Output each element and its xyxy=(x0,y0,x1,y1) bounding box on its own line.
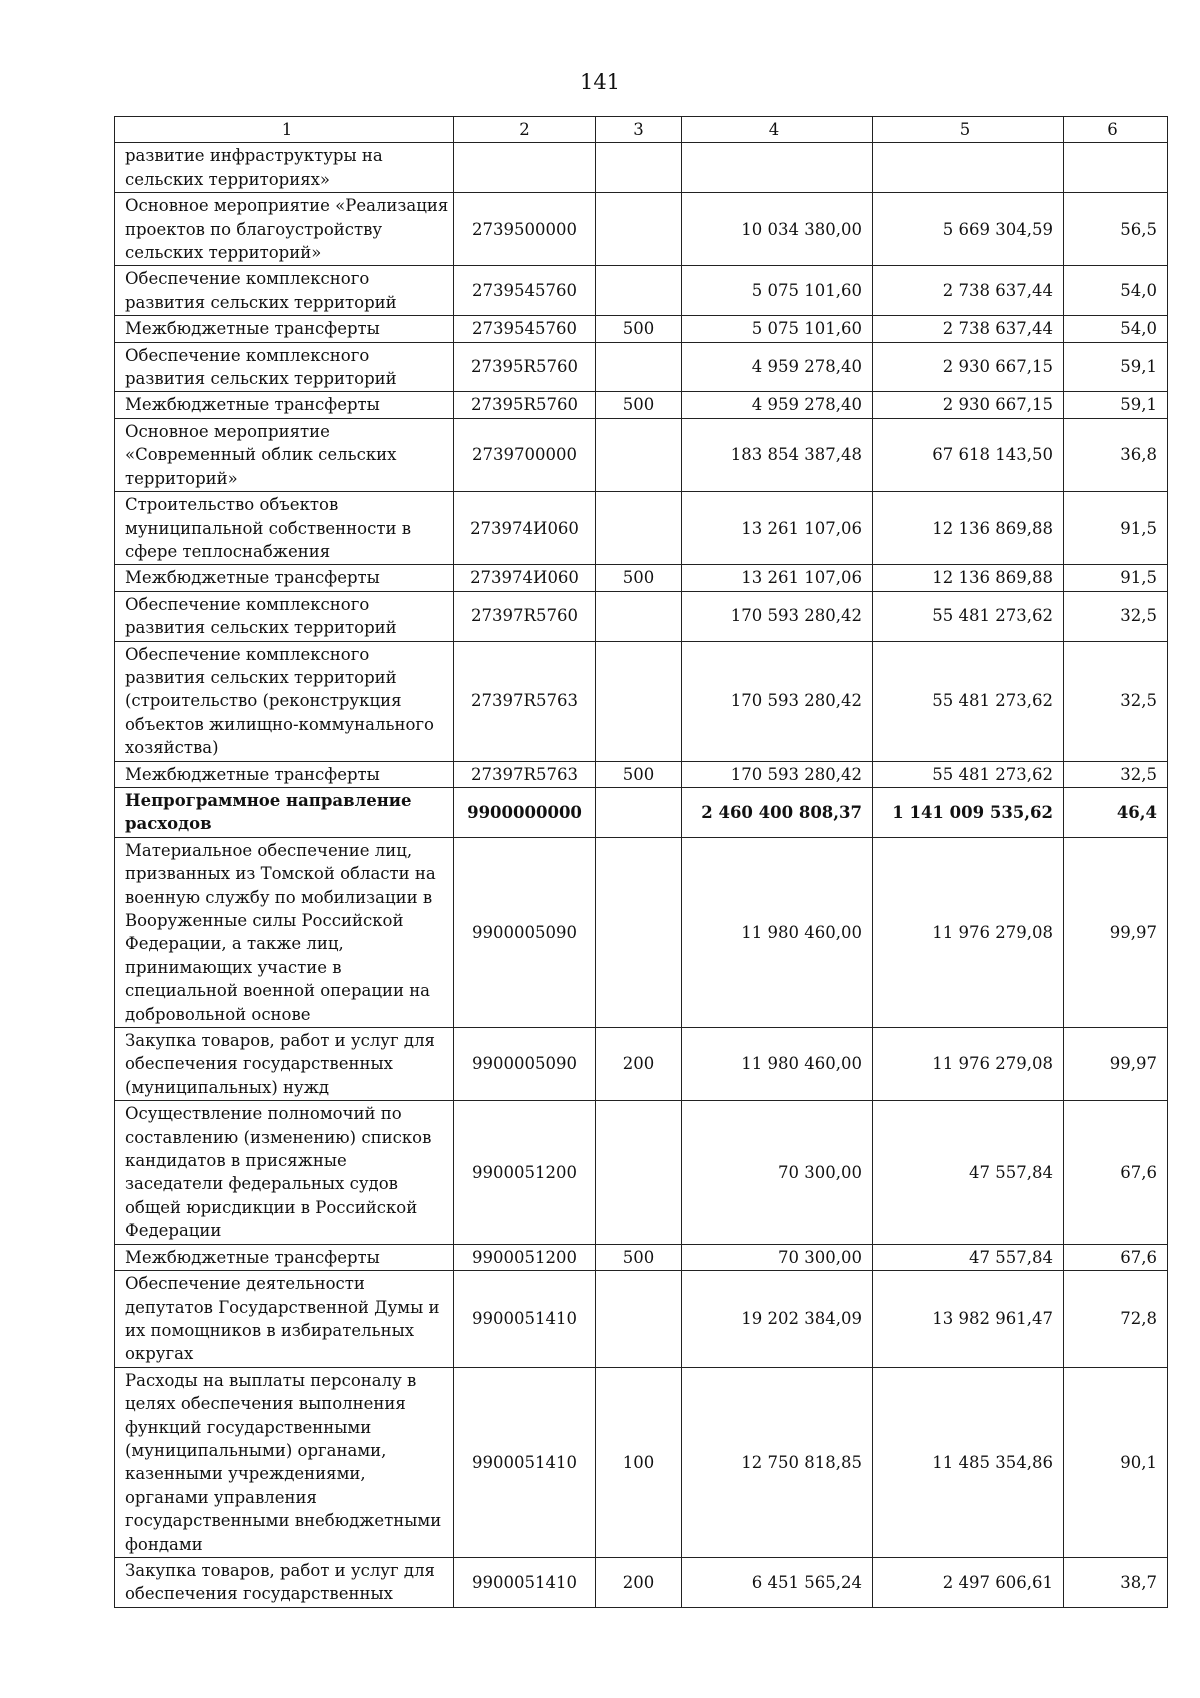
cell-code: 2739545760 xyxy=(454,316,596,342)
cell-plan: 11 980 460,00 xyxy=(682,837,873,1027)
cell-pct: 54,0 xyxy=(1064,316,1168,342)
cell-exec: 2 497 606,61 xyxy=(873,1557,1064,1607)
cell-name: Закупка товаров, работ и услуг для обеспечения государственных xyxy=(115,1557,454,1607)
cell-exec: 12 136 869,88 xyxy=(873,565,1064,591)
cell-plan: 10 034 380,00 xyxy=(682,193,873,266)
header-cell: 6 xyxy=(1064,117,1168,143)
table-row xyxy=(115,1028,1168,1101)
cell-type: 200 xyxy=(596,1028,682,1101)
cell-code: 9900051410 xyxy=(454,1271,596,1368)
cell-exec: 2 738 637,44 xyxy=(873,316,1064,342)
cell-pct: 46,4 xyxy=(1064,787,1168,837)
cell-pct xyxy=(1064,143,1168,193)
table-row xyxy=(115,1244,1168,1270)
cell-name: развитие инфраструктуры на сельских территориях» xyxy=(115,143,454,193)
cell-code: 273974И060 xyxy=(454,565,596,591)
cell-type xyxy=(596,591,682,641)
cell-code: 9900051410 xyxy=(454,1557,596,1607)
cell-plan: 19 202 384,09 xyxy=(682,1271,873,1368)
cell-plan: 170 593 280,42 xyxy=(682,761,873,787)
cell-plan: 5 075 101,60 xyxy=(682,266,873,316)
cell-name: Обеспечение комплексного развития сельских территорий (строительство (реконструкция объектов жилищно-коммунального хозяйства) xyxy=(115,641,454,761)
cell-plan xyxy=(682,143,873,193)
cell-type: 500 xyxy=(596,392,682,418)
cell-plan: 6 451 565,24 xyxy=(682,1557,873,1607)
cell-type: 500 xyxy=(596,761,682,787)
cell-name: Обеспечение комплексного развития сельских территорий xyxy=(115,266,454,316)
cell-type: 100 xyxy=(596,1367,682,1557)
cell-plan: 70 300,00 xyxy=(682,1244,873,1270)
cell-exec: 11 976 279,08 xyxy=(873,837,1064,1027)
cell-code: 2739545760 xyxy=(454,266,596,316)
cell-code: 9900005090 xyxy=(454,1028,596,1101)
cell-code: 27397R5763 xyxy=(454,641,596,761)
cell-name: Обеспечение комплексного развития сельских территорий xyxy=(115,342,454,392)
cell-exec: 55 481 273,62 xyxy=(873,641,1064,761)
cell-plan: 13 261 107,06 xyxy=(682,565,873,591)
cell-pct: 54,0 xyxy=(1064,266,1168,316)
cell-plan: 2 460 400 808,37 xyxy=(682,787,873,837)
cell-exec: 1 141 009 535,62 xyxy=(873,787,1064,837)
table-row xyxy=(115,492,1168,565)
cell-plan: 170 593 280,42 xyxy=(682,591,873,641)
cell-plan: 70 300,00 xyxy=(682,1101,873,1244)
header-cell: 4 xyxy=(682,117,873,143)
cell-pct: 59,1 xyxy=(1064,342,1168,392)
cell-pct: 99,97 xyxy=(1064,1028,1168,1101)
cell-type xyxy=(596,492,682,565)
cell-pct: 91,5 xyxy=(1064,492,1168,565)
cell-pct: 59,1 xyxy=(1064,392,1168,418)
budget-table xyxy=(114,116,1168,1608)
table-row xyxy=(115,761,1168,787)
cell-plan: 4 959 278,40 xyxy=(682,392,873,418)
table-row xyxy=(115,342,1168,392)
cell-type xyxy=(596,418,682,491)
cell-code: 9900051200 xyxy=(454,1244,596,1270)
table-row xyxy=(115,837,1168,1027)
cell-type xyxy=(596,266,682,316)
cell-type xyxy=(596,837,682,1027)
table-row xyxy=(115,1101,1168,1244)
cell-pct: 38,7 xyxy=(1064,1557,1168,1607)
header-row xyxy=(115,117,1168,143)
cell-name: Обеспечение комплексного развития сельских территорий xyxy=(115,591,454,641)
cell-plan: 11 980 460,00 xyxy=(682,1028,873,1101)
cell-name: Межбюджетные трансферты xyxy=(115,1244,454,1270)
table-row xyxy=(115,565,1168,591)
cell-type xyxy=(596,641,682,761)
cell-exec: 12 136 869,88 xyxy=(873,492,1064,565)
cell-type: 500 xyxy=(596,316,682,342)
cell-type xyxy=(596,143,682,193)
cell-plan: 4 959 278,40 xyxy=(682,342,873,392)
cell-code: 9900005090 xyxy=(454,837,596,1027)
cell-name: Строительство объектов муниципальной собственности в сфере теплоснабжения xyxy=(115,492,454,565)
cell-exec: 47 557,84 xyxy=(873,1101,1064,1244)
cell-pct: 90,1 xyxy=(1064,1367,1168,1557)
cell-code: 9900051410 xyxy=(454,1367,596,1557)
table-row xyxy=(115,266,1168,316)
cell-name: Расходы на выплаты персоналу в целях обеспечения выполнения функций государственными (муниципальными) органами, казенными учреждениями, органами управления государственными внебюджетными фондами xyxy=(115,1367,454,1557)
table-row xyxy=(115,787,1168,837)
cell-plan: 13 261 107,06 xyxy=(682,492,873,565)
cell-exec: 55 481 273,62 xyxy=(873,761,1064,787)
cell-pct: 67,6 xyxy=(1064,1244,1168,1270)
cell-type xyxy=(596,193,682,266)
cell-pct: 72,8 xyxy=(1064,1271,1168,1368)
table-row xyxy=(115,1271,1168,1368)
cell-exec: 11 485 354,86 xyxy=(873,1367,1064,1557)
cell-pct: 99,97 xyxy=(1064,837,1168,1027)
cell-pct: 36,8 xyxy=(1064,418,1168,491)
header-cell: 3 xyxy=(596,117,682,143)
cell-code: 2739500000 xyxy=(454,193,596,266)
cell-name: Непрограммное направление расходов xyxy=(115,787,454,837)
cell-code: 27397R5760 xyxy=(454,591,596,641)
cell-plan: 12 750 818,85 xyxy=(682,1367,873,1557)
cell-pct: 56,5 xyxy=(1064,193,1168,266)
header-cell: 1 xyxy=(115,117,454,143)
cell-pct: 32,5 xyxy=(1064,591,1168,641)
cell-type xyxy=(596,1271,682,1368)
cell-code: 27395R5760 xyxy=(454,392,596,418)
cell-exec: 47 557,84 xyxy=(873,1244,1064,1270)
cell-code: 273974И060 xyxy=(454,492,596,565)
table-row xyxy=(115,143,1168,193)
cell-pct: 91,5 xyxy=(1064,565,1168,591)
cell-name: Межбюджетные трансферты xyxy=(115,565,454,591)
cell-type xyxy=(596,342,682,392)
table-row xyxy=(115,193,1168,266)
cell-pct: 32,5 xyxy=(1064,761,1168,787)
cell-exec xyxy=(873,143,1064,193)
cell-code: 9900000000 xyxy=(454,787,596,837)
cell-pct: 67,6 xyxy=(1064,1101,1168,1244)
cell-code: 2739700000 xyxy=(454,418,596,491)
cell-exec: 2 930 667,15 xyxy=(873,342,1064,392)
page-number: 141 xyxy=(579,70,621,94)
table-row xyxy=(115,316,1168,342)
cell-code: 9900051200 xyxy=(454,1101,596,1244)
cell-type xyxy=(596,1101,682,1244)
cell-type: 500 xyxy=(596,1244,682,1270)
table-row xyxy=(115,392,1168,418)
cell-name: Межбюджетные трансферты xyxy=(115,316,454,342)
header-cell: 5 xyxy=(873,117,1064,143)
cell-name: Обеспечение деятельности депутатов Государственной Думы и их помощников в избирательных округах xyxy=(115,1271,454,1368)
cell-type xyxy=(596,787,682,837)
table-row xyxy=(115,641,1168,761)
cell-name: Закупка товаров, работ и услуг для обеспечения государственных (муниципальных) нужд xyxy=(115,1028,454,1101)
cell-exec: 2 738 637,44 xyxy=(873,266,1064,316)
header-cell: 2 xyxy=(454,117,596,143)
cell-exec: 11 976 279,08 xyxy=(873,1028,1064,1101)
cell-exec: 13 982 961,47 xyxy=(873,1271,1064,1368)
cell-code: 27395R5760 xyxy=(454,342,596,392)
table-row xyxy=(115,591,1168,641)
cell-name: Межбюджетные трансферты xyxy=(115,392,454,418)
cell-plan: 183 854 387,48 xyxy=(682,418,873,491)
table-row xyxy=(115,1557,1168,1607)
cell-exec: 67 618 143,50 xyxy=(873,418,1064,491)
cell-name: Межбюджетные трансферты xyxy=(115,761,454,787)
cell-exec: 5 669 304,59 xyxy=(873,193,1064,266)
cell-code xyxy=(454,143,596,193)
cell-name: Материальное обеспечение лиц, призванных из Томской области на военную службу по мобилизации в Вооруженные силы Российской Федерации, а также лиц, принимающих участие в специальной военной операции на добровольной основе xyxy=(115,837,454,1027)
table-row xyxy=(115,418,1168,491)
cell-exec: 2 930 667,15 xyxy=(873,392,1064,418)
cell-plan: 170 593 280,42 xyxy=(682,641,873,761)
cell-pct: 32,5 xyxy=(1064,641,1168,761)
cell-exec: 55 481 273,62 xyxy=(873,591,1064,641)
cell-type: 500 xyxy=(596,565,682,591)
cell-name: Основное мероприятие «Реализация проектов по благоустройству сельских территорий» xyxy=(115,193,454,266)
cell-plan: 5 075 101,60 xyxy=(682,316,873,342)
cell-type: 200 xyxy=(596,1557,682,1607)
cell-code: 27397R5763 xyxy=(454,761,596,787)
table-row xyxy=(115,1367,1168,1557)
cell-name: Осуществление полномочий по составлению (изменению) списков кандидатов в присяжные заседатели федеральных судов общей юрисдикции в Российской Федерации xyxy=(115,1101,454,1244)
cell-name: Основное мероприятие «Современный облик сельских территорий» xyxy=(115,418,454,491)
